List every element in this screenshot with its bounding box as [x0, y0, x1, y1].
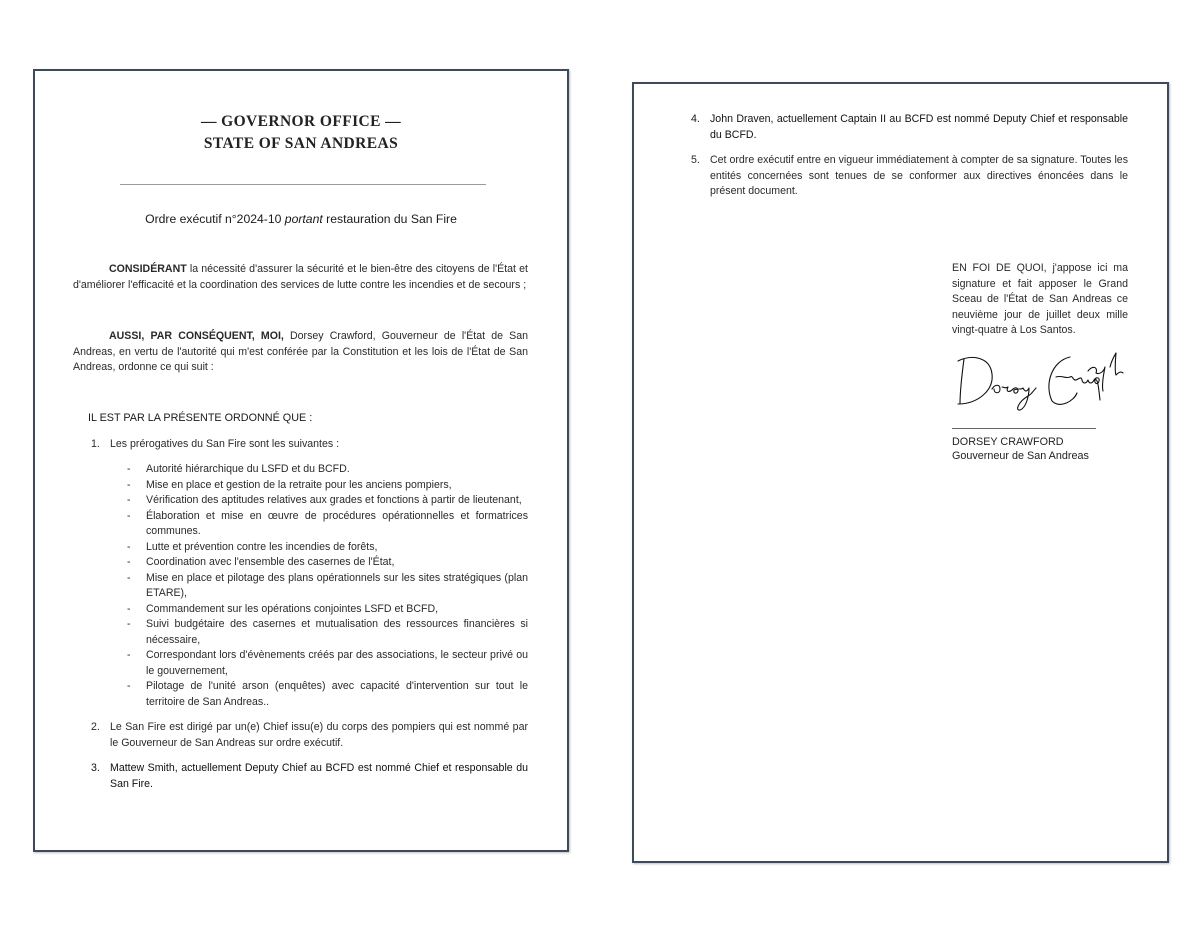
list-item [125, 571, 528, 602]
list-item-text: Mise en place et gestion de la retraite pour les anciens pompiers, [146, 478, 452, 491]
header-state: STATE OF SAN ANDREAS [203, 135, 399, 152]
list-item-text: Coordination avec l'ensemble des casernes de l'État, [146, 556, 395, 568]
order-item-1 [91, 437, 528, 453]
whereof-paragraph [952, 261, 1128, 339]
order-title-suffix: restauration du San Fire [322, 212, 457, 226]
dash-bullet: - [127, 649, 131, 661]
signer-name: DORSEY CRAWFORD [952, 436, 1064, 448]
handwritten-signature [952, 349, 1142, 414]
considerant-text: la nécessité d'assurer la sécurité et le bien-être des citoyens de l'État et d'améliorer l'efficacité et la coordination des services de lutte contre les incendies et de secours ; [73, 263, 528, 291]
item-number: 5. [691, 154, 700, 166]
list-item-text: Suivi budgétaire des casernes et mutualisation des ressources financières si nécessaire, [146, 618, 528, 646]
order-title [35, 212, 567, 226]
dash-bullet: - [127, 463, 131, 475]
item-text: Les prérogatives du San Fire sont les suivantes : [110, 438, 340, 450]
document-page-2 [632, 82, 1169, 863]
list-item-text: Mise en place et pilotage des plans opérationnels sur les sites stratégiques (plan ETARE), [146, 571, 528, 599]
list-item [125, 462, 528, 478]
order-item-3 [91, 761, 528, 792]
dash-bullet: - [127, 571, 131, 584]
order-title-italic: portant [284, 212, 323, 226]
list-item [125, 509, 528, 540]
dash-bullet: - [127, 540, 131, 553]
list-item-text: Lutte et prévention contre les incendies de forêts, [146, 540, 378, 553]
list-item [125, 648, 528, 679]
item-number: 3. [91, 762, 100, 774]
aussi-text: Dorsey Crawford, Gouverneur de l'État de San Andreas, en vertu de l'autorité qui m'est conférée par la Constitution et les lois de l'État de San Andreas, ordonne ce qui suit : [73, 330, 528, 373]
aussi-lead: AUSSI, PAR CONSÉQUENT, MOI, [109, 330, 284, 342]
considerant-lead: CONSIDÉRANT [109, 263, 187, 275]
list-item [125, 493, 528, 509]
dash-bullet: - [127, 494, 131, 506]
dash-bullet: - [127, 509, 131, 522]
aussi-paragraph [73, 329, 528, 376]
item-text: Mattew Smith, actuellement Deputy Chief au BCFD est nommé Chief et responsable du San Fire. [110, 762, 528, 790]
item-number: 2. [91, 721, 100, 733]
item-text: Le San Fire est dirigé par un(e) Chief issu(e) du corps des pompiers qui est nommé par le Gouverneur de San Andreas sur ordre exécutif. [110, 721, 528, 749]
list-item-text: Élaboration et mise en œuvre de procédures opérationnelles et formatrices communes. [146, 509, 528, 537]
list-item [125, 555, 528, 571]
order-item-2 [91, 720, 528, 751]
order-item-4 [691, 112, 1128, 143]
considerant-paragraph [73, 262, 528, 293]
list-item [125, 679, 528, 710]
list-item [125, 617, 528, 648]
document-page-1 [33, 69, 569, 852]
list-item [125, 478, 528, 494]
list-item-text: Commandement sur les opérations conjointes LSFD et BCFD, [146, 602, 439, 615]
list-item-text: Vérification des aptitudes relatives aux grades et fonctions à partir de lieutenant, [146, 494, 522, 506]
dash-bullet: - [127, 680, 131, 692]
dash-bullet: - [127, 556, 131, 568]
order-item-5 [691, 153, 1128, 200]
whereof-text: , j'appose ici ma signature et fait apposer le Grand Sceau de l'État de San Andreas ce neuvième jour de juillet deux mille vingt-quatre à Los Santos. [952, 262, 1128, 336]
dash-bullet: - [127, 602, 131, 615]
header-divider [120, 184, 486, 185]
item-number: 1. [91, 438, 100, 450]
list-item-text: Correspondant lors d'évènements créés par des associations, le secteur privé ou le gouvernement, [146, 649, 528, 677]
whereof-lead: EN FOI DE QUOI [952, 262, 1044, 274]
list-item [125, 540, 528, 556]
dash-bullet: - [127, 478, 131, 491]
item-text: John Draven, actuellement Captain II au BCFD est nommé Deputy Chief et responsable du BCFD. [710, 113, 1128, 141]
list-item-text: Autorité hiérarchique du LSFD et du BCFD. [146, 463, 350, 475]
order-title-prefix: Ordre exécutif n°2024-10 [145, 212, 285, 226]
list-item-text: Pilotage de l'unité arson (enquêtes) avec capacité d'intervention sur tout le territoire de San Andreas.. [146, 680, 528, 708]
signer-title: Gouverneur de San Andreas [952, 450, 1089, 462]
item-text: Cet ordre exécutif entre en vigueur immédiatement à compter de sa signature. Toutes les entités concernées sont tenues de se conformer aux directives énoncées dans le présent document. [710, 154, 1128, 197]
item-number: 4. [691, 113, 700, 125]
prerogatives-list [125, 462, 528, 710]
header-governor-office: — GOVERNOR OFFICE — [200, 113, 402, 130]
signature-line [952, 428, 1096, 429]
list-item [125, 602, 528, 618]
dash-bullet: - [127, 618, 131, 630]
ordonne-heading: IL EST PAR LA PRÉSENTE ORDONNÉ QUE : [88, 412, 313, 424]
